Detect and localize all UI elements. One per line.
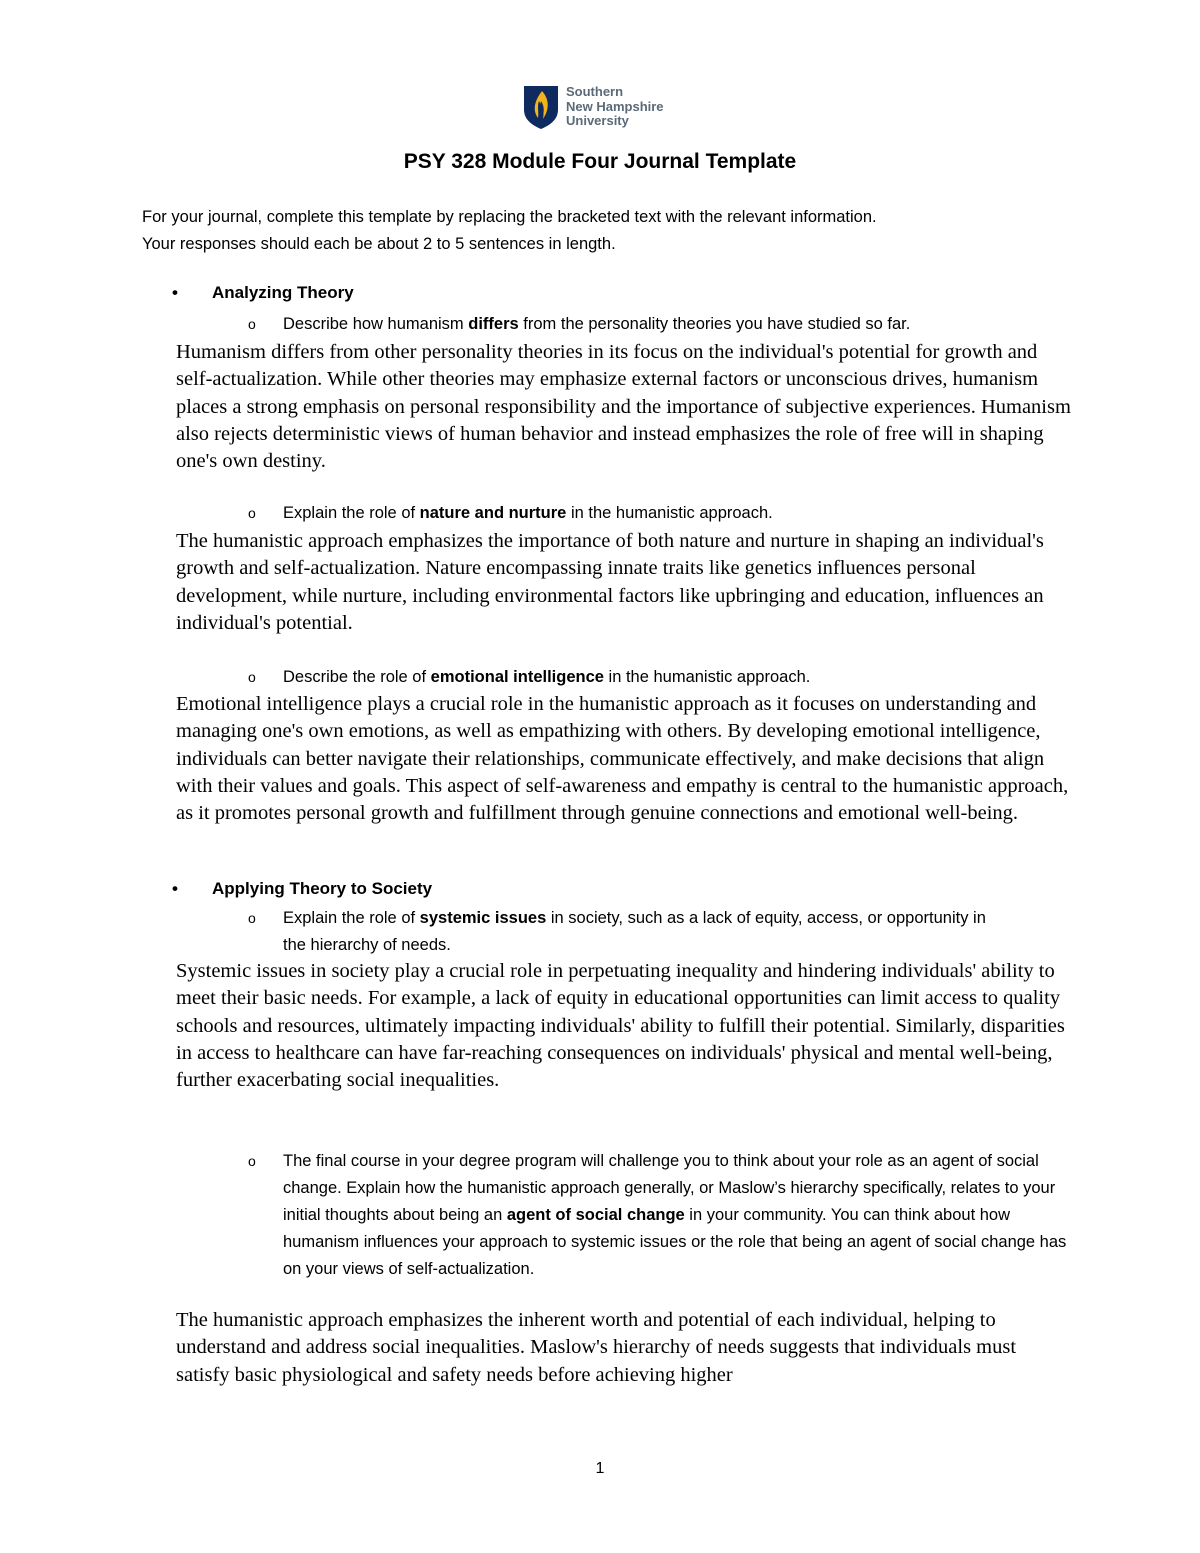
sub-bullet-icon: o: [248, 1153, 256, 1169]
question-text: [283, 664, 1073, 691]
question-text-part: in your community. You can think about how humanism influences your approach to systemic issues or the role that being an agent of social change has on your views of self-actualization.: [283, 1206, 1067, 1278]
question-text-part: Explain the role of: [283, 504, 420, 522]
question-systemic-issues: [248, 905, 1003, 959]
question-keyword: systemic issues: [419, 909, 547, 927]
intro-paragraph: [142, 204, 1072, 258]
question-text-part: Describe the role of: [283, 668, 431, 686]
question-text-part: The final course in your degree program will challenge you to think about your role as an agent of social change. Explain how the humanistic approach generally, or Maslow’s hierarchy specifically, relates to your initial thoughts about being an: [283, 1152, 1056, 1224]
university-logo: [521, 84, 691, 134]
intro-line-1: For your journal, complete this template by replacing the bracketed text with the relevant information.: [142, 208, 877, 226]
question-text-part: in the humanistic approach.: [566, 504, 773, 522]
logo-line-2: New Hampshire: [566, 98, 664, 114]
question-text-part: Describe how humanism: [283, 315, 469, 333]
question-text: [283, 311, 1073, 338]
question-text-part: in the humanistic approach.: [603, 668, 811, 686]
sub-bullet-icon: o: [248, 505, 256, 521]
bullet-icon: •: [172, 283, 178, 302]
question-text: [283, 500, 1073, 527]
question-text-part: Explain the role of: [283, 909, 420, 927]
question-keyword: differs: [468, 315, 519, 333]
answer-systemic-issues: Systemic issues in society play a crucial role in perpetuating inequality and hindering individuals' ability to meet their basic needs. For example, a lack of equity in educational opportunities can limit access to quality schools and resources, ultimately impacting individuals' ability to fulfill their potential. Similarly, disparities in access to healthcare can have far-reaching consequences on individuals' physical and mental well-being, further exacerbating social inequalities.: [176, 960, 1065, 1092]
question-text: [283, 1148, 1068, 1283]
page-title: PSY 328 Module Four Journal Template: [403, 150, 797, 173]
page-number: 1: [595, 1460, 605, 1477]
question-agent-of-social-change: [248, 1148, 1068, 1283]
question-keyword: nature and nurture: [419, 504, 567, 522]
question-text-part: in society, such as a lack of equity, access, or opportunity in the hierarchy of needs.: [283, 909, 986, 954]
intro-line-2: Your responses should each be about 2 to 5 sentences in length.: [142, 235, 616, 253]
bullet-icon: •: [172, 879, 178, 898]
section-heading-label: Analyzing Theory: [212, 283, 354, 302]
sub-bullet-icon: o: [248, 316, 256, 332]
question-keyword: emotional intelligence: [430, 668, 604, 686]
question-nature-nurture: [248, 500, 1073, 527]
answer-agent-of-social-change: The humanistic approach emphasizes the inherent worth and potential of each individual, helping to understand and address social inequalities. Maslow's hierarchy of needs suggests that individuals must satisfy basic physiological and safety needs before achieving higher: [176, 1309, 1017, 1386]
logo-wordmark: [566, 85, 664, 129]
question-text: [283, 905, 1003, 959]
section-heading-applying-theory: [172, 879, 432, 899]
shield-flame-icon: [521, 84, 561, 130]
question-text-part: from the personality theories you have studied so far.: [518, 315, 911, 333]
answer-nature-nurture: The humanistic approach emphasizes the importance of both nature and nurture in shaping an individual's growth and self-actualization. Nature encompassing innate traits like genetics influences personal development, while nurture, including environmental factors like upbringing and education, influences an individual's potential.: [176, 530, 1044, 634]
question-emotional-intelligence: [248, 664, 1073, 691]
sub-bullet-icon: o: [248, 910, 256, 926]
logo-line-1: Southern: [566, 84, 624, 99]
logo-line-3: University: [566, 113, 629, 128]
answer-emotional-intelligence: Emotional intelligence plays a crucial role in the humanistic approach as it focuses on understanding and managing one's own emotions, as well as empathizing with others. By developing emotional intelligence, individuals can better navigate their relationships, communicate effectively, and make decisions that align with their values and goals. This aspect of self-awareness and empathy is central to the humanistic approach, as it promotes personal growth and fulfillment through genuine connections and emotional well-being.: [176, 693, 1069, 825]
sub-bullet-icon: o: [248, 669, 256, 685]
question-keyword: agent of social change: [506, 1206, 685, 1224]
answer-humanism-differs: Humanism differs from other personality theories in its focus on the individual's potential for growth and self-actualization. While other theories may emphasize external factors or unconscious drives, humanism places a strong emphasis on personal responsibility and the importance of subjective experiences. Humanism also rejects deterministic views of human behavior and instead emphasizes the role of free will in shaping one's own destiny.: [176, 341, 1071, 473]
section-heading-analyzing-theory: [172, 283, 354, 303]
question-humanism-differs: [248, 311, 1073, 338]
section-heading-label: Applying Theory to Society: [212, 879, 433, 898]
